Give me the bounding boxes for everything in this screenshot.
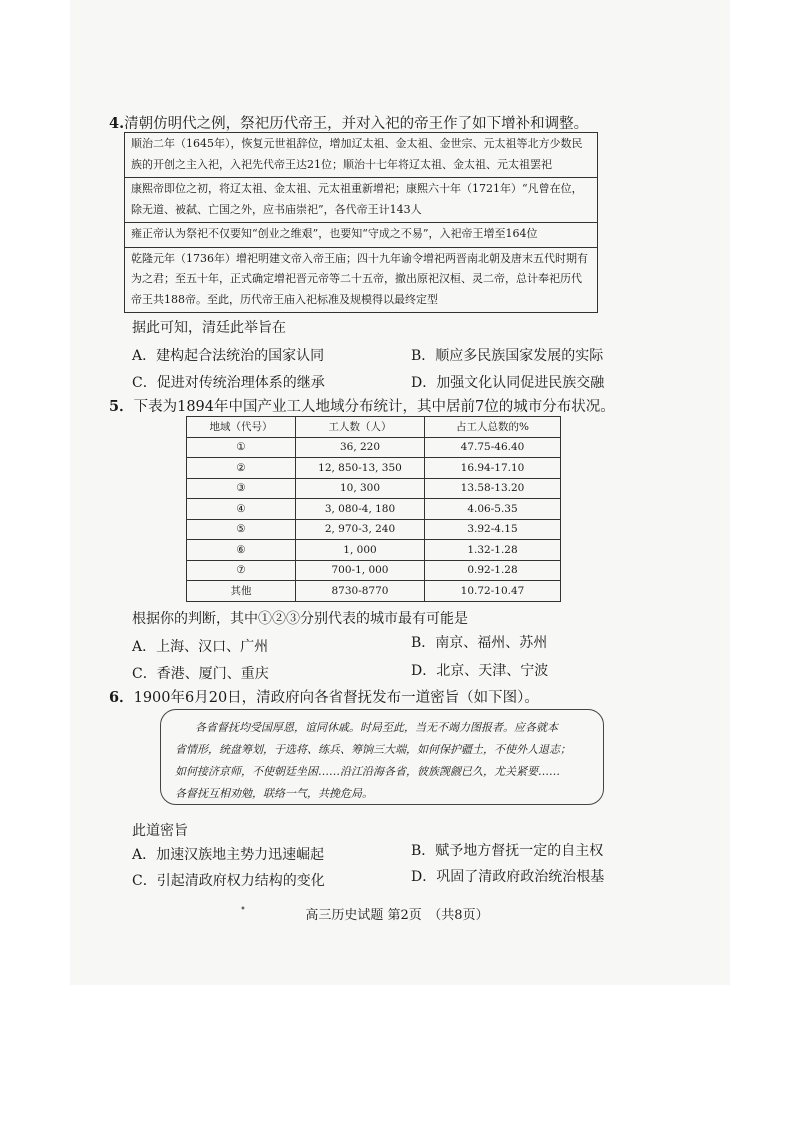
q5-cell: 16.94-17.10: [425, 458, 561, 479]
q5-number: 5．: [109, 398, 134, 415]
q5-cell: 10, 300: [296, 478, 425, 499]
q6-number: 6．: [109, 689, 134, 706]
q5-cell: 36, 220: [296, 437, 425, 458]
q6-prompt: 此道密旨: [132, 823, 188, 839]
q5-cell: 700-1, 000: [296, 560, 425, 581]
q5-cell: ⑤: [187, 519, 296, 540]
q5-cell: 1, 000: [296, 540, 425, 561]
q4-option-c[interactable]: C．促进对传统治理体系的继承: [132, 375, 325, 391]
q4-table-row: 雍正帝认为祭祀不仅要知“创业之维艰”，也要知“守成之不易”，入祀帝王增至164位: [125, 223, 597, 248]
q5-option-a[interactable]: A．上海、汉口、广州: [132, 639, 269, 655]
table-row: [187, 519, 561, 540]
table-row: [187, 478, 561, 499]
q4-number: 4.: [109, 115, 125, 132]
q5-header-workers: 工人数（人）: [296, 417, 425, 438]
q5-table: [186, 416, 561, 602]
q6-option-a[interactable]: A．加速汉族地主势力迅速崛起: [132, 847, 325, 863]
q4-option-a[interactable]: A．建构起合法统治的国家认同: [132, 348, 325, 364]
q4-table-row: 顺治二年（1645年），恢复元世祖辞位，增加辽太祖、金太祖、金世宗、元太祖等北方少数民族的开创之主入祀，入祀先代帝王达21位；顺治十七年将辽太祖、金太祖、元太祖罢祀: [125, 133, 597, 178]
q5-cell: 2, 970-3, 240: [296, 519, 425, 540]
q6-option-d[interactable]: D．巩固了清政府政治统治根基: [411, 869, 605, 885]
q4-stem-text: 清朝仿明代之例，祭祀历代帝王，并对入祀的帝王作了如下增补和调整。: [124, 116, 589, 132]
q5-table-header: [187, 417, 561, 438]
q5-cell: 1.32-1.28: [425, 540, 561, 561]
q4-table-row: 康熙帝即位之初，将辽太祖、金太祖、元太祖重新增祀；康熙六十年（1721年）“凡曾在位，除无道、被弑、亡国之外，应书庙崇祀”，各代帝王计143人: [125, 178, 597, 223]
table-row: [187, 560, 561, 581]
q6-edict-box: [160, 709, 604, 805]
q5-cell: 0.92-1.28: [425, 560, 561, 581]
q5-header-region: 地域（代号）: [187, 417, 296, 438]
edict-line: 省情形，统盘筹划，于选将、练兵、筹饷三大端，如何保护疆土，不使外人退志；: [175, 743, 571, 756]
table-row: [187, 540, 561, 561]
q5-cell: 47.75-46.40: [425, 437, 561, 458]
q5-stem: [109, 397, 615, 417]
edict-line: 各省督抚均受国厚恩，谊同休戚。时局至此，当无不竭力图报者。应各就本: [195, 721, 558, 734]
table-row: [187, 437, 561, 458]
q5-cell: 12, 850-13, 350: [296, 458, 425, 479]
q5-option-b[interactable]: B．南京、福州、苏州: [411, 635, 548, 651]
q4-stem: [109, 114, 588, 134]
q5-prompt: 根据你的判断，其中①②③分别代表的城市最有可能是: [132, 611, 468, 627]
q6-stem-text: 1900年6月20日，清政府向各省督抚发布一道密旨（如下图）。: [133, 690, 539, 706]
q5-header-percent: 占工人总数的%: [425, 417, 561, 438]
q5-cell: 8730-8770: [296, 581, 425, 602]
q5-cell: 13.58-13.20: [425, 478, 561, 499]
q5-cell: 4.06-5.35: [425, 499, 561, 520]
q4-option-b[interactable]: B．顺应多民族国家发展的实际: [411, 348, 604, 364]
q5-cell: ④: [187, 499, 296, 520]
q5-cell: ⑥: [187, 540, 296, 561]
q5-stem-text: 下表为1894年中国产业工人地域分布统计，其中居前7位的城市分布状况。: [133, 399, 615, 415]
q6-option-b[interactable]: B．赋予地方督抚一定的自主权: [411, 843, 604, 859]
q5-cell: 其他: [187, 581, 296, 602]
q4-table: [124, 132, 598, 313]
q6-option-c[interactable]: C．引起清政府权力结构的变化: [132, 873, 325, 889]
q6-stem: [109, 688, 539, 708]
page-footer: 高三历史试题 第2页 （共8页）: [305, 908, 489, 923]
table-row: [187, 581, 561, 602]
q4-table-row: 乾隆元年（1736年）增祀明建文帝入帝王庙；四十九年谕令增祀两晋南北朝及唐末五代时期有为之君；至五十年，正式确定增祀晋元帝等二十五帝，撤出原祀汉桓、灵二帝，总计奉祀历代帝王共188帝。至此，历代帝王庙入祀标准及规模得以最终定型: [131, 251, 588, 306]
stray-dot: •: [240, 904, 246, 915]
q5-cell: ③: [187, 478, 296, 499]
q5-cell: 3, 080-4, 180: [296, 499, 425, 520]
q5-option-d[interactable]: D．北京、天津、宁波: [411, 663, 549, 679]
q5-cell: ②: [187, 458, 296, 479]
q5-cell: ⑦: [187, 560, 296, 581]
edict-line: 各督抚互相劝勉，联络一气，共挽危局。: [175, 787, 373, 800]
q5-cell: 3.92-4.15: [425, 519, 561, 540]
q5-option-c[interactable]: C．香港、厦门、重庆: [132, 666, 269, 682]
q4-prompt: 据此可知，清廷此举旨在: [132, 320, 286, 336]
table-row: [187, 458, 561, 479]
q4-option-d[interactable]: D．加强文化认同促进民族交融: [411, 375, 605, 391]
edict-line: 如何接济京师，不使朝廷坐困……沿江沿海各省，彼族觊觎已久，尤关紧要……: [175, 765, 560, 778]
q5-cell: 10.72-10.47: [425, 581, 561, 602]
table-row: [187, 499, 561, 520]
q5-cell: ①: [187, 437, 296, 458]
